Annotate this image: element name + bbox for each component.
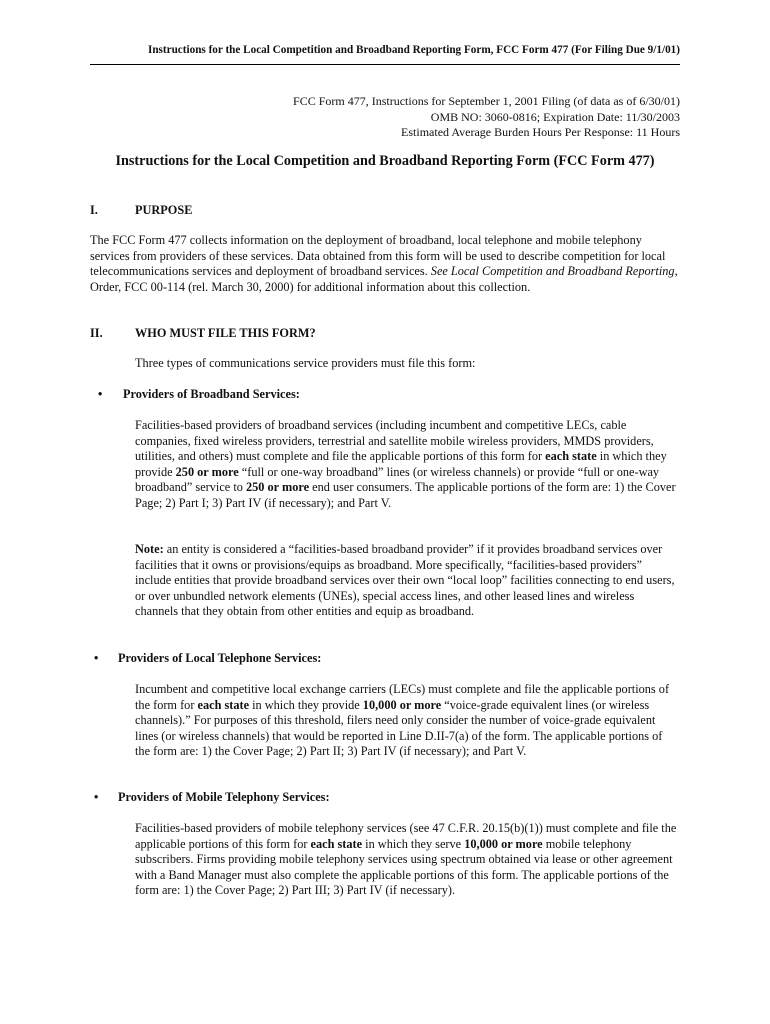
- section-number: II.: [90, 326, 103, 340]
- purpose-paragraph: The FCC Form 477 collects information on the deployment of broadband, local telephone and mobile telephony services from providers of these services. Data obtained from this form will be used to describe competition for local telecommunications services and deployment of broadband services. See Local Competition and Broadband Reporting, Order, FCC 00-114 (rel. March 30, 2000) for additional information about this collection.: [90, 233, 678, 294]
- document-title: Instructions for the Local Competition and Broadband Reporting Form (FCC Form 477): [115, 153, 655, 169]
- section-title: PURPOSE: [135, 203, 193, 217]
- bullet-icon: •: [94, 790, 99, 804]
- section-number: I.: [90, 203, 98, 217]
- bullet-label: Providers of Local Telephone Services:: [118, 651, 322, 665]
- meta-filing-line: FCC Form 477, Instructions for September 1, 2001 Filing (of data as of 6/30/01): [293, 94, 680, 108]
- form-metadata: [293, 94, 680, 141]
- local-telephone-paragraph: Incumbent and competitive local exchange carriers (LECs) must complete and file the applicable portions of the form for each state in which they provide 10,000 or more “voice-grade equivalent lines (or wireless channels).” For purposes of this threshold, filers need only consider the number of voice-grade equivalent lines (or wireless channels) that would be reported in Line D.II-7(a) of the form. The applicable portions of the form are: 1) the Cover Page; 2) Part II; 3) Part IV (if necessary); and Part V.: [135, 682, 670, 759]
- meta-burden-line: Estimated Average Burden Hours Per Response: 11 Hours: [401, 125, 680, 140]
- section-title: WHO MUST FILE THIS FORM?: [135, 326, 316, 340]
- meta-omb-line: OMB NO: 3060-0816; Expiration Date: 11/30/2003: [430, 109, 680, 124]
- bullet-label: Providers of Broadband Services:: [123, 387, 300, 401]
- section-heading-who-must-file: [90, 326, 316, 342]
- running-header: Instructions for the Local Competition and Broadband Reporting Form, FCC Form 477 (For Filing Due 9/1/01): [147, 44, 680, 56]
- header-rule: [90, 64, 680, 65]
- bullet-icon: •: [94, 651, 99, 665]
- mobile-telephony-paragraph: Facilities-based providers of mobile telephony services (see 47 C.F.R. 20.15(b)(1)) must complete and file the applicable portions of this form for each state in which they serve 10,000 or more mobile telephony subscribers. Firms providing mobile telephony services using spectrum obtained via lease or other agreement with a Band Manager must also complete the applicable portions of this form. The applicable portions of the form are: 1) the Cover Page; 2) Part III; 3) Part IV (if necessary).: [135, 821, 677, 898]
- section-heading-purpose: [90, 203, 192, 219]
- broadband-paragraph: Facilities-based providers of broadband services (including incumbent and competitive LECs, cable companies, fixed wireless providers, terrestrial and satellite mobile wireless providers, MMDS providers, utilities, and others) must complete and file the applicable portions of this form for each state in which they provide 250 or more “full or one-way broadband” lines (or wireless channels) or provide “full or one-way broadband” service to 250 or more end user consumers. The applicable portions of the form are: 1) the Cover Page; 2) Part I; 3) Part IV (if necessary); and Part V.: [135, 418, 676, 510]
- broadband-note-paragraph: Note: an entity is considered a “facilities-based broadband provider” if it provides broadband services over facilities that it owns or provisions/equips as broadband. More specifically, “facilities-based providers” include entities that provide broadband services over their own “local loop” facilities connecting to end users, or over unbundled network elements (UNEs), special access lines, and other leased lines and wireless channels that they obtain from other entities and equip as broadband.: [135, 542, 675, 619]
- bullet-icon: •: [98, 387, 103, 401]
- order-citation: See Local Competition and Broadband Reporting: [430, 264, 675, 279]
- bullet-label: Providers of Mobile Telephony Services:: [118, 790, 330, 804]
- who-must-file-intro: Three types of communications service providers must file this form:: [135, 356, 476, 370]
- note-label: Note:: [135, 542, 164, 556]
